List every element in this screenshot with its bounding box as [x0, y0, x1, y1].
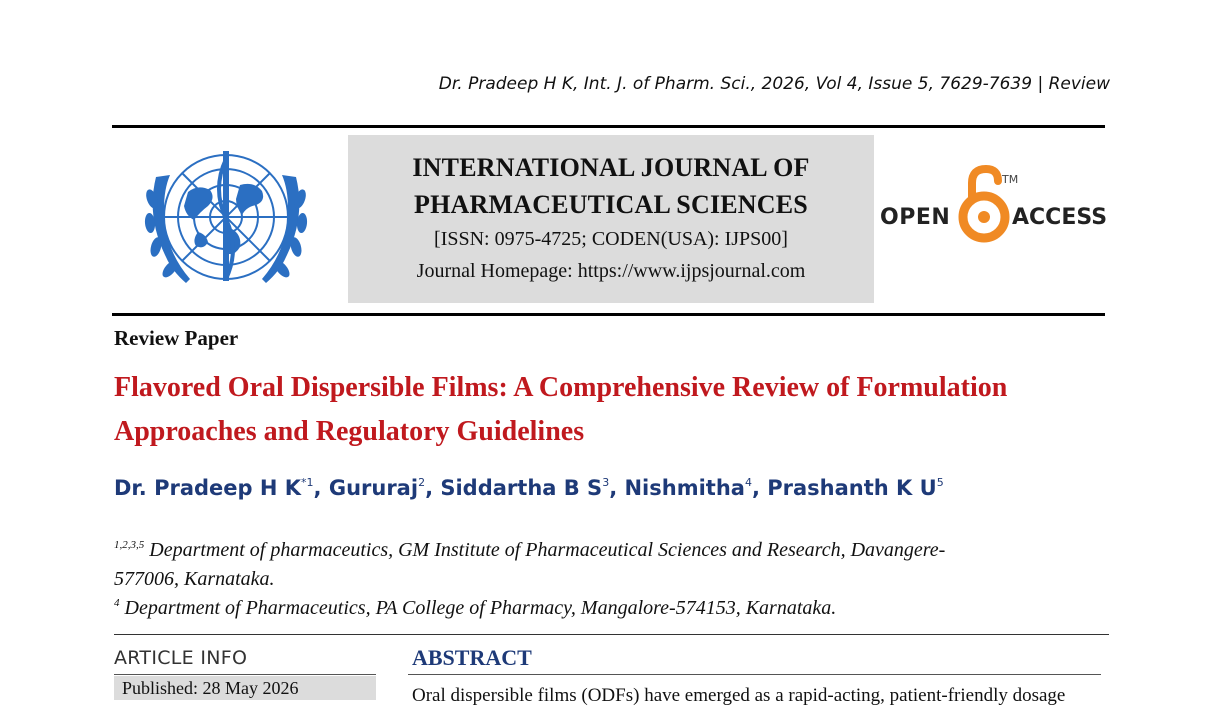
- affiliation-mark: 4: [114, 597, 120, 609]
- journal-title-line1: INTERNATIONAL JOURNAL OF: [412, 153, 810, 182]
- journal-title-line2: PHARMACEUTICAL SCIENCES: [414, 190, 808, 219]
- published-date: Published: 28 May 2026: [114, 676, 376, 700]
- author-name: Siddartha B S: [440, 476, 603, 500]
- author-mark: 4: [744, 476, 752, 489]
- journal-title: [348, 149, 874, 223]
- un-emblem-logo: [128, 137, 324, 305]
- masthead-bottom-rule: [112, 313, 1105, 316]
- author-mark: 2: [418, 476, 426, 489]
- author-mark: 5: [936, 476, 944, 489]
- author-list: [114, 476, 944, 500]
- author-separator: ,: [313, 476, 329, 500]
- author-name: Nishmitha: [624, 476, 745, 500]
- author-mark: *1: [301, 476, 314, 489]
- affiliation-text: Department of Pharmaceutics, PA College of Pharmacy, Mangalore-574153, Karnataka.: [119, 597, 837, 619]
- author-name: Prashanth K U: [767, 476, 937, 500]
- header-divider: [114, 634, 1109, 635]
- open-access-lock-icon: [963, 169, 1005, 238]
- author-separator: ,: [751, 476, 768, 500]
- affiliation-text-cont: 577006, Karnataka.: [114, 568, 275, 590]
- author-separator: ,: [425, 476, 441, 500]
- trademark-mark: TM: [1002, 173, 1019, 186]
- affiliation-1: [114, 531, 1074, 594]
- open-access-left-text: OPEN: [880, 205, 951, 230]
- author-separator: ,: [609, 476, 625, 500]
- affiliation-text: Department of pharmaceutics, GM Institute of Pharmaceutical Sciences and Research, Davangere-: [144, 539, 946, 561]
- open-access-right-text: ACCESS: [1012, 205, 1108, 230]
- affiliation-2: [114, 589, 1074, 623]
- paper-title: Flavored Oral Dispersible Films: A Comprehensive Review of Formulation Approaches and Regulatory Guidelines: [114, 372, 1008, 447]
- top-rule: [112, 125, 1105, 128]
- running-head: Dr. Pradeep H K, Int. J. of Pharm. Sci., 2026, Vol 4, Issue 5, 7629-7639 | Review: [438, 74, 1110, 94]
- abstract-text: Oral dispersible films (ODFs) have emerged as a rapid-acting, patient-friendly dosage: [412, 685, 1066, 706]
- journal-masthead: [348, 135, 874, 303]
- article-info-rule: [114, 674, 376, 675]
- abstract-heading: ABSTRACT: [412, 645, 532, 670]
- homepage-line: Journal Homepage: https://www.ijpsjournal.com: [416, 260, 806, 282]
- author-name: Dr. Pradeep H K: [114, 476, 302, 500]
- abstract-rule: [408, 674, 1101, 675]
- section-label: Review Paper: [114, 326, 239, 350]
- open-access-logo: [878, 165, 1108, 255]
- issn-line: [ISSN: 0975-4725; CODEN(USA): IJPS00]: [434, 228, 788, 250]
- author-name: Gururaj: [328, 476, 419, 500]
- article-info-heading: ARTICLE INFO: [114, 647, 248, 669]
- affiliation-mark: 1,2,3,5: [114, 539, 145, 551]
- author-mark: 3: [602, 476, 610, 489]
